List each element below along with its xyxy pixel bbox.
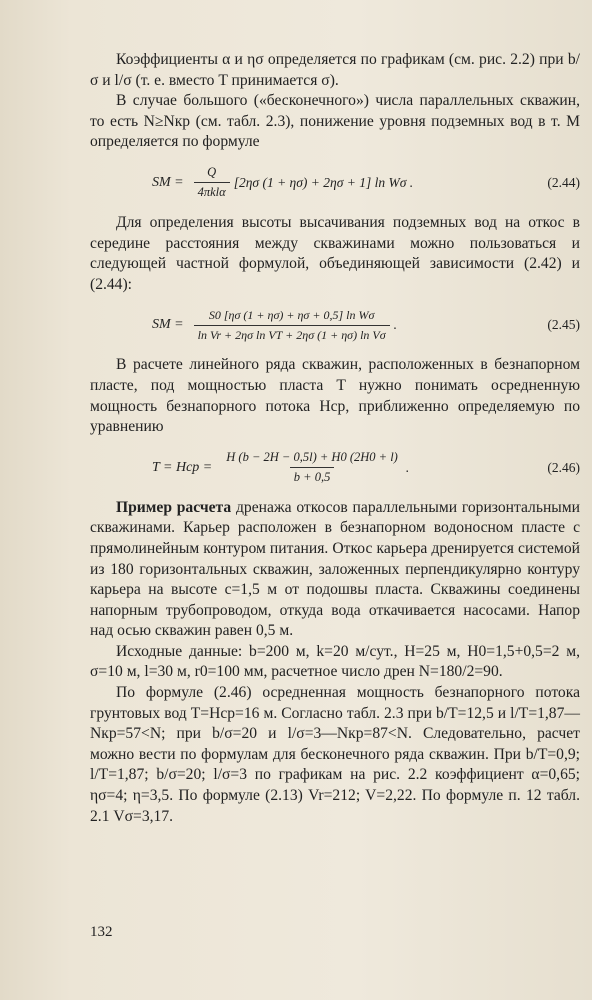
paragraph-calculation: По формуле (2.46) осредненная мощность безнапорного потока грунтовых вод T=Hср=16 м. Согласно табл. 2.3 при b/T=12,5 и l/T=1,87—Nкр=57<N; при b/σ=20 и l/σ=3—Nкр=87<N. Следовательно, расчет можно вести по формулам для бесконечного ряда скважин. При b/T=0,9; l/T=1,87; b/σ=20; l/σ=3 по графикам на рис. 2.2 коэффициент α=0,65; ησ=4; η=3,5. По формуле (2.13) Vr=212; V=2,22. По формуле п. 12 табл. 2.1 Vσ=3,17. [90,684,580,825]
formula-fraction [194,308,390,343]
fraction-denominator: ln Vr + 2ησ ln VT + 2ησ (1 + ησ) ln Vσ [194,325,390,343]
formula-body: . [393,317,398,333]
example-heading: Пример расчета [116,498,232,516]
equation-number: (2.44) [547,174,580,190]
formula-body: . [405,459,410,475]
formula-lhs: SM = [152,174,184,190]
paragraph-example [90,498,580,642]
fraction-numerator: S0 [ησ (1 + ησ) + ησ + 0,5] ln Wσ [208,307,375,322]
formula-body: [2ησ (1 + ησ) + 2ησ + 1] ln Wσ . [233,174,414,190]
formula-2-46 [90,446,580,490]
paragraph-infinite-wells: В случае большого («бесконечного») числа параллельных скважин, то есть N≥Nкр (см. табл. 2.3), понижение уровня подземных вод в т. M определяется по формуле [90,92,580,151]
fraction-denominator: b + 0,5 [290,467,335,485]
equation-number: (2.45) [547,317,580,333]
formula-2-44 [90,161,580,205]
paragraph-coefficients: Коэффициенты α и ησ определяется по графикам (см. рис. 2.2) при b/σ и l/σ (т. е. вместо T принимается σ). [90,51,580,89]
paragraph-linear-row: В расчете линейного ряда скважин, расположенных в безнапорном пласте, под мощностью пласта T нужно понимать осредненную мощность безнапорного потока Hср, приближенно определяемую по уравнению [90,356,580,436]
page-number: 132 [90,924,113,940]
formula-lhs: SM = [152,317,184,333]
formula-2-45 [90,303,580,347]
fraction-numerator: Q [207,165,217,180]
paragraph-input-data: Исходные данные: b=200 м, k=20 м/сут., H=25 м, H0=1,5+0,5=2 м, σ=10 м, l=30 м, r0=100 мм, расчетное число дрен N=180/2=90. [90,642,580,681]
fraction-denominator: 4πklα [194,182,230,200]
fraction-numerator: H (b − 2H − 0,5l) + H0 (2H0 + l) [226,450,398,465]
example-text: дренажа откосов параллельными горизонтальными скважинами. Карьер расположен в безнапорном водоносном пласте с прямолинейным контуром питания. Откос карьера дренируется системой из 180 горизонтальных скважин, заложенных перпендикулярно контуру карьера на высоте c=1,5 м от подошвы пласта. Скважины соединены напорным трубопроводом, откуда вода откачивается насосами. Напор над осью скважин равен 0,5 м. [90,498,580,640]
formula-fraction [222,450,402,485]
formula-lhs: T = Hср = [152,459,213,475]
paragraph-seepage-height: Для определения высоты высачивания подземных вод на откос в середине расстояния между скважинами можно пользоваться и следующей частной формулой, объединяющей зависимости (2.42) и (2.44): [90,213,580,293]
formula-fraction [194,165,230,200]
equation-number: (2.46) [547,459,580,475]
